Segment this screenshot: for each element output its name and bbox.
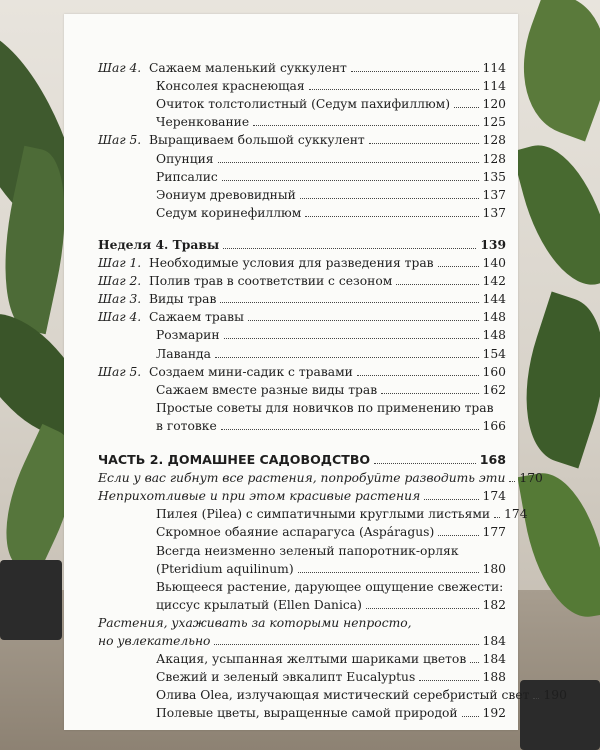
toc-leader-dots (419, 680, 478, 681)
toc-row (156, 94, 506, 114)
toc-page-number: 137 (482, 187, 506, 202)
toc-leader-dots (494, 517, 500, 518)
toc-row (156, 522, 506, 542)
toc-row (156, 325, 506, 345)
toc-entry-label: Акация, усыпанная желтыми шариками цветов (156, 652, 467, 667)
toc-leader-dots (222, 180, 479, 181)
toc-step-label: Шаг 5. (98, 364, 142, 379)
toc-entry-label: циссус крылатый (Ellen Danica) (156, 597, 362, 612)
toc-row (156, 76, 506, 96)
toc-row (156, 703, 506, 723)
toc-step-label: Шаг 1. (98, 256, 142, 270)
toc-page-number: 144 (482, 292, 506, 307)
toc-leader-dots (221, 429, 479, 430)
toc-page-number: 170 (519, 471, 543, 486)
toc-page-number: 142 (482, 274, 506, 289)
toc-leader-dots (351, 71, 479, 72)
toc-row (98, 307, 506, 327)
toc-row (156, 185, 506, 205)
toc-row (156, 416, 506, 436)
toc-page-number: 180 (482, 561, 506, 576)
toc-leader-dots (462, 716, 479, 717)
toc-row (98, 362, 506, 382)
toc-step-label: Шаг 4. (98, 310, 142, 325)
toc-row (156, 667, 506, 687)
toc-leader-dots (357, 375, 479, 376)
toc-page-number: 125 (482, 115, 506, 130)
toc-leader-dots (509, 481, 515, 482)
toc-entry-label: (Pteridium aquilinum) (156, 561, 294, 576)
toc-leader-dots (396, 284, 478, 285)
toc-page-number: 174 (504, 507, 528, 522)
toc-entry-label: Очиток толстолистный (Седум пахифиллюм) (156, 97, 451, 112)
toc-leader-dots (369, 143, 479, 144)
toc-page-number: 137 (482, 205, 506, 220)
toc-entry-label: Создаем мини-садик с травами (149, 364, 353, 379)
toc-page-number: 120 (482, 97, 506, 112)
toc-page-number: 139 (480, 236, 506, 252)
toc-page-number: 184 (482, 634, 506, 648)
toc-row (98, 486, 506, 506)
toc-row (156, 344, 506, 364)
toc-entry-label: Всегда неизменно зеленый папоротник-орляк (156, 543, 459, 558)
toc-entry-label: Неделя 4. Травы (98, 236, 220, 252)
toc-leader-dots (470, 662, 478, 663)
toc-entry-label: Седум коринефиллюм (156, 205, 302, 220)
toc-entry-label: Растения, ухаживать за которыми непросто, (98, 615, 412, 630)
toc-leader-dots (366, 608, 479, 609)
toc-row (156, 559, 506, 579)
toc-row (156, 504, 528, 524)
toc-entry-label: Эониум древовидный (156, 187, 296, 202)
toc-entry-label: Скромное обаяние аспарагуса (Aspáragus) (156, 525, 435, 540)
toc-entry-label: Олива Olea, излучающая мистический серебристый свет (156, 688, 530, 703)
toc-row (98, 271, 506, 291)
toc-row (98, 613, 506, 633)
toc-row (156, 398, 506, 418)
toc-step-label: Шаг 2. (98, 274, 142, 289)
toc-page-number: 114 (482, 61, 506, 75)
toc-page-number: 168 (479, 452, 506, 467)
toc-page-number: 140 (482, 256, 506, 270)
toc-leader-dots (248, 320, 479, 321)
toc-row (156, 149, 506, 169)
toc-leader-dots (454, 107, 478, 108)
toc-leader-dots (300, 198, 479, 199)
toc-step-label: Шаг 4. (98, 61, 142, 75)
toc-entry-label: Консолея краснеющая (156, 79, 305, 94)
toc-page-number: 166 (482, 418, 506, 433)
toc-leader-dots (220, 302, 478, 303)
toc-page-number: 114 (482, 79, 506, 94)
toc-row (156, 203, 506, 223)
toc-entry-label: Сажаем травы (149, 310, 244, 325)
toc-entry-label: Рипсалис (156, 169, 218, 184)
toc-row (98, 58, 506, 78)
toc-page-number: 174 (482, 489, 506, 504)
toc-row (156, 112, 506, 132)
toc-row (156, 167, 506, 187)
toc-leader-dots (309, 89, 479, 90)
toc-entry-label: Опунция (156, 151, 214, 166)
toc-entry-label: в готовке (156, 418, 217, 433)
toc-entry-label: Простые советы для новичков по применению трав (156, 400, 494, 415)
toc-row (156, 380, 506, 400)
toc-row (156, 685, 567, 705)
toc-page-number: 162 (482, 382, 506, 397)
toc-leader-dots (215, 357, 479, 358)
toc-row (98, 468, 543, 488)
toc-entry-label: Необходимые условия для разведения трав (149, 256, 434, 270)
toc-entry-label: Неприхотливые и при этом красивые растения (98, 489, 421, 504)
toc-entry-label: Пилея (Pilea) с симпатичными круглыми листьями (156, 507, 491, 522)
toc-entry-label: Выращиваем большой суккулент (149, 133, 365, 148)
toc-page-number: 154 (482, 346, 506, 361)
toc-entry-label: Полив трав в соответствии с сезоном (149, 274, 393, 289)
toc-page-number: 182 (482, 597, 506, 612)
toc-entry-label: Если у вас гибнут все растения, попробуйте разводить эти (98, 471, 506, 486)
toc-leader-dots (438, 535, 478, 536)
toc-row (156, 541, 506, 561)
toc-leader-dots (223, 248, 476, 249)
toc-leader-dots (305, 216, 478, 217)
toc-entry-label: Розмарин (156, 328, 220, 343)
toc-entry-label: Виды трав (149, 292, 217, 307)
toc-row (98, 289, 506, 309)
toc-page-number: 188 (482, 670, 506, 685)
toc-page-number: 148 (482, 328, 506, 343)
toc-page-number: 192 (482, 706, 506, 721)
toc-page-number: 190 (543, 688, 567, 703)
toc-leader-dots (298, 572, 479, 573)
toc-leader-dots (438, 266, 479, 267)
toc-entry-label: Черенкование (156, 115, 250, 130)
toc-page-number: 128 (482, 151, 506, 166)
toc-leader-dots (218, 162, 479, 163)
toc-row (98, 253, 506, 273)
toc-row (98, 631, 506, 651)
toc-page-number: 177 (482, 525, 506, 540)
toc-row (156, 595, 506, 615)
toc-section-heading (98, 235, 506, 255)
toc-leader-dots (214, 644, 478, 645)
toc-entry-label: Полевые цветы, выращенные самой природой (156, 706, 458, 721)
toc-step-label: Шаг 5. (98, 133, 142, 148)
toc-leader-dots (533, 698, 539, 699)
toc-row (98, 130, 506, 150)
toc-entry-label: Свежий и зеленый эвкалипт Eucalyptus (156, 670, 416, 685)
toc-part-heading (98, 450, 506, 470)
toc-page-number: 160 (482, 364, 506, 379)
toc-row (156, 649, 506, 669)
toc-leader-dots (253, 125, 478, 126)
toc-entry-label: ЧАСТЬ 2. ДОМАШНЕЕ САДОВОДСТВО (98, 452, 371, 467)
toc-row (156, 577, 506, 597)
toc-page-number: 128 (482, 133, 506, 148)
toc-page-number: 148 (482, 310, 506, 325)
toc-leader-dots (224, 338, 479, 339)
toc-page-number: 135 (482, 169, 506, 184)
toc-entry-label: Сажаем маленький суккулент (149, 61, 347, 75)
toc-page-number: 184 (482, 652, 506, 667)
toc-entry-label: но увлекательно (98, 634, 211, 648)
plant-pot (0, 560, 62, 640)
toc-entry-label: Лаванда (156, 346, 211, 361)
toc-entry-label: Сажаем вместе разные виды трав (156, 382, 378, 397)
toc-entry-label: Вьющееся растение, дарующее ощущение свежести: (156, 579, 504, 594)
toc-leader-dots (381, 393, 478, 394)
toc-leader-dots (424, 499, 478, 500)
toc-step-label: Шаг 3. (98, 292, 142, 307)
toc-leader-dots (374, 463, 476, 464)
